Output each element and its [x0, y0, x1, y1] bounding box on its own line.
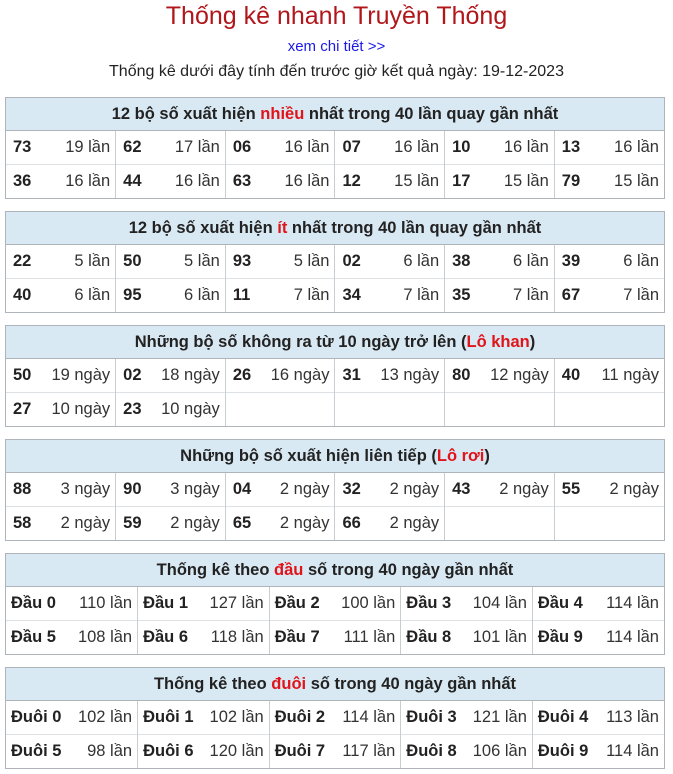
stat-value: 111 lần [343, 628, 396, 646]
stat-value: 102 lần [209, 708, 264, 726]
stat-cell [532, 621, 664, 655]
stat-value: 16 lần [614, 138, 659, 156]
stat-key: 22 [13, 252, 32, 270]
stat-cell [335, 473, 445, 507]
section-title-text: Thống kê theo [156, 561, 275, 579]
stat-key: 17 [452, 172, 471, 190]
stat-value: 2 ngày [60, 514, 111, 532]
stat-cell [6, 393, 116, 427]
stat-cell [554, 473, 664, 507]
stat-key: 35 [452, 286, 471, 304]
section-title-text: nhất trong 40 lần quay gần nhất [287, 219, 542, 237]
section-title-text: Những bộ số xuất hiện liên tiếp ( [180, 447, 437, 465]
stat-cell [225, 359, 335, 393]
stat-value: 100 lần [341, 594, 396, 612]
stat-value: 2 ngày [389, 514, 440, 532]
stat-cell [6, 735, 138, 769]
stat-cell [6, 245, 116, 279]
table-row [6, 165, 664, 199]
stat-value: 5 lần [74, 252, 111, 270]
stat-cell [116, 165, 226, 199]
stat-cell [401, 587, 533, 621]
stat-cell [225, 507, 335, 541]
stat-cell [335, 131, 445, 165]
section-title-text: 12 bộ số xuất hiện [111, 105, 261, 123]
section-title-text: ) [484, 447, 490, 465]
stat-value: 16 ngày [270, 366, 330, 384]
section-title [6, 554, 664, 587]
stat-value: 17 lần [174, 138, 220, 156]
stat-value: 2 ngày [279, 480, 330, 498]
stats-table [6, 131, 664, 198]
section-most-frequent [5, 97, 665, 199]
stat-cell [138, 587, 270, 621]
stat-value: 6 lần [513, 252, 549, 270]
stat-cell [554, 165, 664, 199]
stat-key: 66 [342, 514, 361, 532]
stat-value: 110 lần [79, 594, 133, 612]
stat-cell [138, 621, 270, 655]
stat-key: Đuôi 4 [537, 708, 589, 726]
stat-value: 2 ngày [609, 480, 659, 498]
stat-key: Đầu 7 [274, 628, 320, 646]
stat-value: 127 lần [209, 594, 264, 612]
stat-cell [445, 245, 555, 279]
stat-cell [225, 393, 335, 427]
section-lo-khan [5, 325, 665, 427]
stat-key: 38 [452, 252, 471, 270]
stat-key: Đuôi 6 [143, 742, 194, 760]
stat-key: 40 [13, 286, 32, 304]
detail-link[interactable]: xem chi tiết >> [287, 38, 386, 55]
stat-key: 80 [452, 366, 471, 384]
stat-cell [532, 587, 664, 621]
stat-cell [445, 279, 555, 313]
section-title-highlight: đầu [274, 561, 304, 579]
stat-cell [6, 165, 116, 199]
stat-cell [335, 165, 445, 199]
stat-value: 12 ngày [490, 366, 549, 384]
stat-key: 59 [123, 514, 142, 532]
table-row [6, 735, 664, 769]
stat-value: 16 lần [65, 172, 111, 190]
stat-key: 62 [123, 138, 142, 156]
stat-key: 93 [232, 252, 252, 270]
stat-key: Đầu 4 [537, 594, 583, 612]
stats-table [6, 701, 664, 768]
stat-value: 101 lần [472, 628, 527, 646]
stat-key: 10 [452, 138, 471, 156]
stat-key: Đuôi 5 [11, 742, 62, 760]
stat-cell [335, 245, 445, 279]
stat-key: 26 [232, 366, 252, 384]
stat-cell [6, 507, 116, 541]
stat-value: 5 lần [184, 252, 220, 270]
section-title-text: số trong 40 ngày gần nhất [306, 675, 517, 693]
table-row [6, 245, 664, 279]
table-row [6, 701, 664, 735]
page-title: Thống kê nhanh Truyền Thống [165, 2, 508, 30]
stat-value: 114 lần [606, 628, 659, 646]
stat-key: Đầu 6 [143, 628, 189, 646]
page-subtitle: Thống kê dưới đây tính đến trước giờ kết quả ngày: 19-12-2023 [109, 63, 564, 80]
stats-table [6, 587, 664, 654]
stat-value: 16 lần [284, 138, 330, 156]
stat-cell [116, 359, 226, 393]
stat-value: 114 lần [606, 742, 659, 760]
stat-key: Đầu 2 [274, 594, 320, 612]
stat-key: 50 [13, 366, 32, 384]
table-row [6, 279, 664, 313]
stat-value: 117 lần [342, 742, 396, 760]
stat-cell [116, 473, 226, 507]
stat-cell [116, 245, 226, 279]
stat-cell [335, 279, 445, 313]
stat-key: Đầu 9 [537, 628, 583, 646]
stat-cell [225, 473, 335, 507]
section-title [6, 440, 664, 473]
stat-key: Đuôi 8 [406, 742, 457, 760]
stat-value: 6 lần [623, 252, 659, 270]
stat-cell [269, 621, 401, 655]
stat-key: 12 [342, 172, 361, 190]
stat-value: 2 ngày [279, 514, 330, 532]
stat-cell [401, 735, 533, 769]
stats-table [6, 473, 664, 540]
section-least-frequent [5, 211, 665, 313]
table-row [6, 473, 664, 507]
section-title-text: ) [529, 333, 536, 351]
stats-table [6, 359, 664, 426]
stat-value: 6 lần [403, 252, 440, 270]
stat-key: 43 [452, 480, 471, 498]
stat-cell [554, 359, 664, 393]
stat-value: 106 lần [472, 742, 527, 760]
stat-cell [445, 473, 555, 507]
section-title [6, 326, 664, 359]
stat-value: 10 ngày [161, 400, 220, 418]
stat-cell [335, 393, 445, 427]
stat-cell [116, 279, 226, 313]
stat-value: 15 lần [394, 172, 440, 190]
section-dau-stats [5, 553, 665, 655]
stat-cell [554, 245, 664, 279]
stat-cell [445, 131, 555, 165]
section-title-text: 12 bộ số xuất hiện [128, 219, 278, 237]
stat-key: 13 [561, 138, 581, 156]
section-title-text: Thống kê theo [153, 675, 272, 693]
stat-key: Đuôi 7 [274, 742, 326, 760]
section-title-text: nhất trong 40 lần quay gần nhất [304, 105, 559, 123]
stat-key: 04 [232, 480, 252, 498]
stat-cell [225, 245, 335, 279]
stat-cell [269, 587, 401, 621]
stat-cell [6, 131, 116, 165]
section-title-highlight: Lô rơi [436, 447, 485, 465]
stat-key: 67 [561, 286, 581, 304]
stat-key: 27 [13, 400, 32, 418]
table-row [6, 507, 664, 541]
stat-key: 02 [123, 366, 142, 384]
stat-key: Đuôi 0 [11, 708, 62, 726]
section-title [6, 212, 664, 245]
stat-cell [269, 701, 401, 735]
stat-key: 31 [342, 366, 361, 384]
stat-key: 34 [342, 286, 361, 304]
table-row [6, 393, 664, 427]
stat-key: 79 [561, 172, 581, 190]
stat-value: 6 lần [74, 286, 111, 304]
section-title-highlight: đuôi [271, 675, 307, 693]
stat-cell [6, 701, 138, 735]
stat-key: 32 [342, 480, 361, 498]
stat-value: 18 ngày [161, 366, 220, 384]
stat-cell [6, 359, 116, 393]
stat-value: 7 lần [293, 286, 330, 304]
stat-value: 2 ngày [499, 480, 549, 498]
stat-key: 63 [232, 172, 252, 190]
stat-key: 95 [123, 286, 142, 304]
stat-value: 102 lần [77, 708, 133, 726]
section-title [6, 98, 664, 131]
stat-key: Đuôi 1 [143, 708, 194, 726]
stat-key: 06 [232, 138, 252, 156]
stat-key: 07 [342, 138, 361, 156]
stat-value: 7 lần [623, 286, 659, 304]
stat-value: 15 lần [503, 172, 549, 190]
stat-value: 114 lần [342, 708, 396, 726]
stat-value: 3 ngày [60, 480, 111, 498]
stat-cell [554, 131, 664, 165]
stat-cell [445, 393, 555, 427]
stat-value: 19 ngày [51, 366, 111, 384]
stat-cell [138, 735, 270, 769]
stat-value: 7 lần [403, 286, 440, 304]
stat-key: Đuôi 2 [274, 708, 326, 726]
stat-cell [269, 735, 401, 769]
table-row [6, 587, 664, 621]
stat-key: 50 [123, 252, 142, 270]
stat-cell [116, 393, 226, 427]
stat-key: Đầu 3 [406, 594, 452, 612]
stat-key: 36 [13, 172, 32, 190]
table-row [6, 359, 664, 393]
stat-cell [138, 701, 270, 735]
stat-key: 73 [13, 138, 32, 156]
stat-key: 58 [13, 514, 32, 532]
section-title-highlight: ít [277, 219, 288, 237]
stat-cell [445, 359, 555, 393]
stat-key: 02 [342, 252, 361, 270]
stat-cell [335, 359, 445, 393]
stat-value: 6 lần [184, 286, 220, 304]
stat-cell [532, 701, 664, 735]
stat-value: 120 lần [209, 742, 264, 760]
stat-cell [6, 621, 138, 655]
stat-value: 5 lần [293, 252, 330, 270]
stat-key: 65 [232, 514, 252, 532]
stat-key: 23 [123, 400, 142, 418]
stat-key: Đầu 8 [406, 628, 452, 646]
section-title-highlight: nhiều [260, 105, 305, 123]
stat-cell [401, 621, 533, 655]
stat-value: 10 ngày [51, 400, 111, 418]
stat-value: 3 ngày [170, 480, 220, 498]
stat-cell [6, 587, 138, 621]
table-row [6, 131, 664, 165]
stat-cell [116, 131, 226, 165]
stat-cell [401, 701, 533, 735]
stat-value: 7 lần [513, 286, 549, 304]
stat-value: 11 ngày [601, 366, 659, 384]
stat-cell [6, 473, 116, 507]
stat-key: 55 [561, 480, 581, 498]
stat-key: 39 [561, 252, 581, 270]
stat-value: 108 lần [77, 628, 133, 646]
stat-value: 121 lần [472, 708, 527, 726]
stat-cell [225, 165, 335, 199]
section-title-text: Những bộ số không ra từ 10 ngày trở lên ( [134, 333, 467, 351]
stat-cell [554, 279, 664, 313]
stat-value: 118 lần [210, 628, 264, 646]
stats-table [6, 245, 664, 312]
stat-value: 13 ngày [380, 366, 440, 384]
stat-key: Đuôi 9 [537, 742, 589, 760]
stat-key: Đuôi 3 [406, 708, 457, 726]
stat-value: 15 lần [614, 172, 659, 190]
stat-cell [554, 507, 664, 541]
stat-cell [225, 131, 335, 165]
stat-cell [6, 279, 116, 313]
stat-value: 98 lần [87, 742, 133, 760]
section-title-text: số trong 40 ngày gần nhất [303, 561, 514, 579]
section-title [6, 668, 664, 701]
stat-cell [554, 393, 664, 427]
stat-value: 16 lần [394, 138, 440, 156]
stat-value: 16 lần [284, 172, 330, 190]
stat-key: Đầu 5 [11, 628, 56, 646]
stat-value: 16 lần [174, 172, 220, 190]
stat-key: Đầu 1 [143, 594, 189, 612]
stat-cell [445, 165, 555, 199]
section-lo-roi [5, 439, 665, 541]
stat-value: 2 ngày [389, 480, 440, 498]
stat-cell [335, 507, 445, 541]
stat-value: 104 lần [472, 594, 527, 612]
stat-value: 114 lần [606, 594, 659, 612]
stat-cell [532, 735, 664, 769]
stat-value: 113 lần [606, 708, 659, 726]
stat-key: 88 [13, 480, 32, 498]
stat-key: 44 [123, 172, 142, 190]
section-duoi-stats [5, 667, 665, 769]
stat-cell [445, 507, 555, 541]
section-title-highlight: Lô khan [466, 333, 530, 351]
stat-value: 2 ngày [170, 514, 220, 532]
table-row [6, 621, 664, 655]
stat-value: 16 lần [503, 138, 549, 156]
stat-cell [225, 279, 335, 313]
stat-cell [116, 507, 226, 541]
stat-key: 90 [123, 480, 142, 498]
stat-key: 40 [561, 366, 581, 384]
stat-key: Đầu 0 [11, 594, 56, 612]
stat-key: 11 [232, 286, 251, 304]
stat-value: 19 lần [65, 138, 111, 156]
